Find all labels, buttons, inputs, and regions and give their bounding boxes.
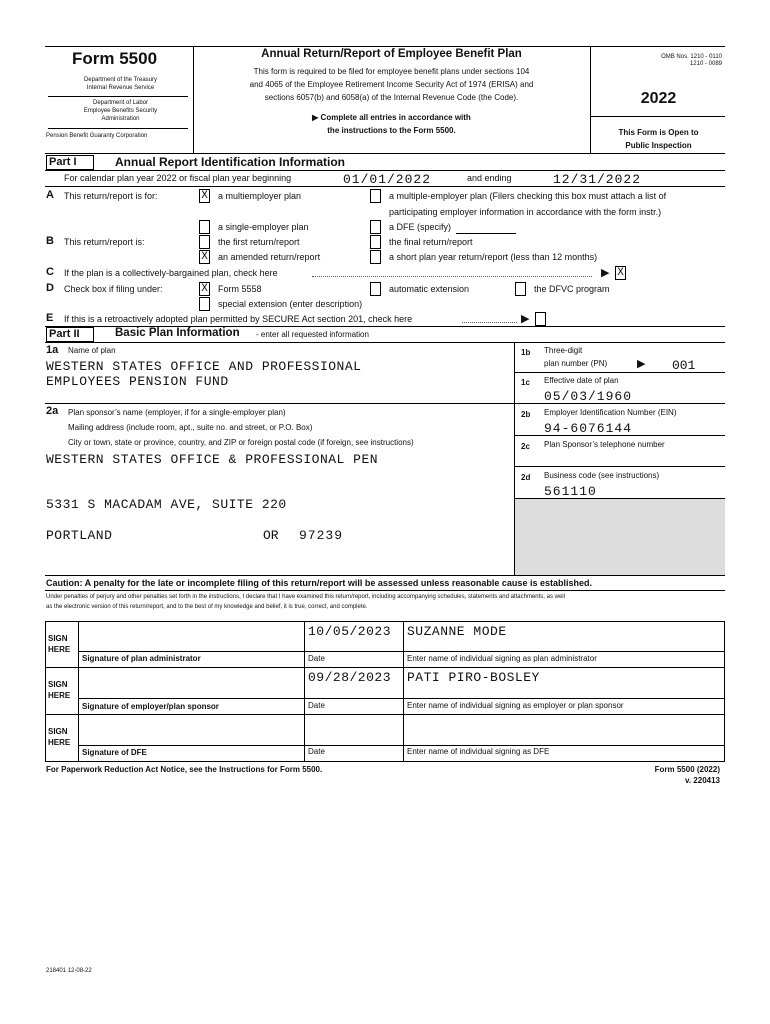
calendar-year-text: For calendar plan year 2022 or fiscal plan year beginning (64, 173, 292, 183)
here-1: HERE (48, 645, 71, 654)
multiple-employer-checkbox[interactable] (370, 189, 381, 203)
sponsor-name[interactable]: WESTERN STATES OFFICE & PROFESSIONAL PEN (46, 452, 379, 467)
special-extension-checkbox[interactable] (199, 297, 210, 311)
sig-label-divider (78, 621, 79, 761)
a-opt-multiple-employer: a multiple-employer plan (Filers checking this box must attach a list of (389, 191, 667, 201)
sig-row2-rule (78, 698, 724, 699)
line-2c-label: Plan Sponsor’s telephone number (544, 440, 665, 449)
sig-top-rule (45, 621, 725, 622)
perjury-text-1: Under penalties of perjury and other penalties set forth in the instructions, I declare that I have examined this return/report, including accompanying schedules, statements and attachments, as well (46, 594, 565, 600)
dfe-name-label: Enter name of individual signing as DFE (407, 747, 550, 756)
sponsor-state[interactable]: OR (263, 528, 279, 543)
sponsor-date-label: Date (308, 701, 325, 710)
pn-arrow-icon: ▶ (637, 358, 646, 370)
dfe-checkbox[interactable] (370, 220, 381, 234)
dept-ebsa-2: Administration (101, 116, 140, 122)
line-1a-label: Name of plan (68, 346, 116, 355)
first-return-checkbox[interactable] (199, 235, 210, 249)
c-label: If the plan is a collectively-bargained plan, check here (64, 268, 278, 278)
omb-number-1: OMB Nos. 1210 - 0110 (661, 54, 722, 60)
arrow-right-icon: ▶ (312, 113, 321, 122)
line-2a: 2a (46, 405, 59, 417)
d-opt-form-5558: Form 5558 (218, 284, 262, 294)
admin-date-label: Date (308, 654, 325, 663)
short-year-checkbox[interactable] (370, 250, 381, 264)
omb-number-2: 1210 - 0089 (689, 61, 722, 67)
open-to-public-1: This Form is Open to (618, 128, 699, 137)
here-3: HERE (48, 738, 71, 747)
line-2d: 2d (521, 473, 531, 482)
plan-name-line-1[interactable]: WESTERN STATES OFFICE AND PROFESSIONAL (46, 359, 362, 374)
form-code: 218401 12-08-22 (46, 968, 92, 974)
plan-number[interactable]: 001 (672, 358, 696, 373)
sig-right-border (724, 621, 725, 761)
collectively-bargained-checkbox[interactable]: X (615, 266, 626, 280)
b-label: This return/report is: (64, 237, 145, 247)
rule-1b (514, 372, 725, 373)
secure-act-checkbox[interactable] (535, 312, 546, 326)
and-ending-text: and ending (467, 173, 512, 183)
dfe-date-label: Date (308, 747, 325, 756)
line-2a-label-3: City or town, state or province, country, and ZIP or foreign postal code (if foreign, see instructions) (68, 438, 414, 447)
sig-bottom-rule (45, 761, 725, 762)
shaded-area (515, 499, 725, 575)
d-opt-auto-ext: automatic extension (389, 284, 470, 294)
dept-rule-2 (48, 128, 188, 129)
dept-pbgc: Pension Benefit Guaranty Corporation (46, 133, 148, 139)
line-1b: 1b (521, 348, 531, 357)
line-2c: 2c (521, 442, 530, 451)
business-code[interactable]: 561110 (544, 484, 597, 499)
sponsor-signer-name[interactable]: PATI PIRO-BOSLEY (407, 670, 540, 685)
part1-title: Annual Report Identification Information (115, 155, 345, 169)
header-divider-left (193, 46, 194, 153)
part1-label: Part I (46, 155, 94, 170)
sig-date-divider (304, 621, 305, 761)
paperwork-notice: For Paperwork Reduction Act Notice, see the Instructions for Form 5500. (46, 765, 323, 774)
header-divider-right (590, 46, 591, 153)
a-opt-multiemployer: a multiemployer plan (218, 191, 302, 201)
sign-2: SIGN (48, 680, 68, 689)
sign-3: SIGN (48, 727, 68, 736)
sponsor-city[interactable]: PORTLAND (46, 528, 113, 543)
sig-row1-rule (78, 651, 724, 652)
line-1b-label-1: Three-digit (544, 346, 583, 355)
rule-2b (514, 435, 725, 436)
form-5558-checkbox[interactable]: X (199, 282, 210, 296)
line-2d-label: Business code (see instructions) (544, 471, 660, 480)
dept-irs: Internal Revenue Service (86, 85, 155, 91)
a-label: This return/report is for: (64, 191, 158, 201)
form-title: Form 5500 (72, 49, 158, 68)
caution-rule (45, 590, 725, 591)
form-version: v. 220413 (685, 776, 720, 785)
b-opt-amended: an amended return/report (218, 252, 321, 262)
letter-b: B (46, 235, 54, 247)
d-label: Check box if filing under: (64, 284, 163, 294)
row-rule-date (45, 186, 725, 187)
e-arrow-icon: ▶ (521, 313, 530, 325)
b-opt-final: the final return/report (389, 237, 473, 247)
part2-label: Part II (46, 327, 94, 342)
main-title: Annual Return/Report of Employee Benefit Plan (261, 48, 522, 60)
plan-name-line-2[interactable]: EMPLOYEES PENSION FUND (46, 374, 229, 389)
dept-labor: Department of Labor (92, 100, 149, 106)
sponsor-sig-label: Signature of employer/plan sponsor (82, 702, 219, 711)
sign-1: SIGN (48, 634, 68, 643)
effective-date[interactable]: 05/03/1960 (544, 389, 633, 404)
sig-row2-bottom (45, 714, 725, 715)
here-2: HERE (48, 691, 71, 700)
perjury-text-2: as the electronic version of this return/report, and to the best of my knowledge and belief, it is true, correct, and complete. (46, 604, 368, 610)
final-return-checkbox[interactable] (370, 235, 381, 249)
instr-line-1: Complete all entries in accordance with (320, 113, 471, 122)
single-employer-checkbox[interactable] (199, 220, 210, 234)
letter-d: D (46, 282, 54, 294)
line-2a-label-1: Plan sponsor’s name (employer, if for a single-employer plan) (68, 408, 286, 417)
part2-subtitle: - enter all requested information (256, 330, 369, 339)
ein-value[interactable]: 94-6076144 (544, 421, 633, 436)
letter-c: C (46, 266, 54, 278)
a-opt-multiple-employer-2: participating employer information in accordance with the form instr.) (389, 207, 662, 217)
admin-sign-date[interactable]: 10/05/2023 (308, 624, 392, 639)
dept-rule-1 (48, 96, 188, 97)
sig-row3-rule (78, 745, 724, 746)
rule-1-2 (45, 403, 725, 404)
line-1c: 1c (521, 378, 530, 387)
a-opt-single-employer: a single-employer plan (218, 222, 309, 232)
part1-title-rule (45, 170, 725, 171)
b-opt-first: the first return/report (218, 237, 300, 247)
c-leader-dots (312, 276, 592, 277)
amended-return-checkbox[interactable]: X (199, 250, 210, 264)
e-leader-dots (462, 322, 517, 323)
desc-line-3: sections 6057(b) and 6058(a) of the Internal Revenue Code (the Code). (264, 93, 519, 102)
caution-title: Caution: A penalty for the late or incomplete filing of this return/report will be assessed unless reasonable cause is established. (46, 578, 592, 588)
tax-year: 2022 (640, 90, 677, 107)
part2-bottom-rule (45, 575, 725, 576)
plan-year-begin[interactable]: 01/01/2022 (343, 172, 432, 187)
part2-title: Basic Plan Information (115, 327, 240, 339)
admin-name[interactable]: SUZANNE MODE (407, 624, 507, 639)
line-1b-label-2: plan number (PN) (544, 359, 608, 368)
line-2b-label: Employer Identification Number (EIN) (544, 408, 677, 417)
part2-title-rule (45, 342, 725, 343)
open-to-public-2: Public Inspection (625, 141, 692, 150)
desc-line-2: and 4065 of the Employee Retirement Income Security Act of 1974 (ERISA) and (249, 80, 534, 89)
letter-e: E (46, 312, 54, 324)
line-2a-label-2: Mailing address (include room, apt., suite no. and street, or P.O. Box) (68, 423, 313, 432)
sponsor-sign-date[interactable]: 09/28/2023 (308, 670, 392, 685)
d-opt-special-ext: special extension (enter description) (218, 299, 363, 309)
line-2b: 2b (521, 410, 531, 419)
c-arrow-icon: ▶ (601, 267, 610, 279)
letter-a: A (46, 189, 54, 201)
a-opt-dfe: a DFE (specify) (389, 222, 452, 232)
dept-treasury: Department of the Treasury (83, 77, 158, 83)
dfvc-checkbox[interactable] (515, 282, 526, 296)
d-opt-dfvc: the DFVC program (534, 284, 610, 294)
automatic-extension-checkbox[interactable] (370, 282, 381, 296)
sig-row1-bottom (45, 667, 725, 668)
sig-left-border (45, 621, 46, 761)
admin-name-label: Enter name of individual signing as plan administrator (407, 654, 597, 663)
rule-2c (514, 466, 725, 467)
desc-line-1: This form is required to be filed for employee benefit plans under sections 104 (253, 67, 530, 76)
dept-ebsa: Employee Benefits Security (83, 108, 158, 114)
part1-top-rule (45, 153, 725, 154)
top-rule (45, 46, 725, 47)
admin-sig-label: Signature of plan administrator (82, 654, 201, 663)
line-1c-label: Effective date of plan (544, 376, 619, 385)
multiemployer-checkbox[interactable]: X (199, 189, 210, 203)
e-label: If this is a retroactively adopted plan permitted by SECURE Act section 201, check here (64, 314, 413, 324)
instr-line-2: the instructions to the Form 5500. (327, 126, 456, 135)
b-opt-short-year: a short plan year return/report (less than 12 months) (389, 252, 598, 262)
sponsor-zip[interactable]: 97239 (299, 528, 344, 543)
dfe-specify-line[interactable] (456, 233, 516, 234)
line-1a: 1a (46, 344, 59, 356)
year-rule (590, 116, 725, 117)
plan-year-end[interactable]: 12/31/2022 (553, 172, 642, 187)
sponsor-address[interactable]: 5331 S MACADAM AVE, SUITE 220 (46, 497, 287, 512)
sig-name-divider (403, 621, 404, 761)
sponsor-name-label: Enter name of individual signing as employer or plan sponsor (407, 701, 624, 710)
dfe-sig-label: Signature of DFE (82, 748, 147, 757)
form-id: Form 5500 (2022) (654, 765, 720, 774)
